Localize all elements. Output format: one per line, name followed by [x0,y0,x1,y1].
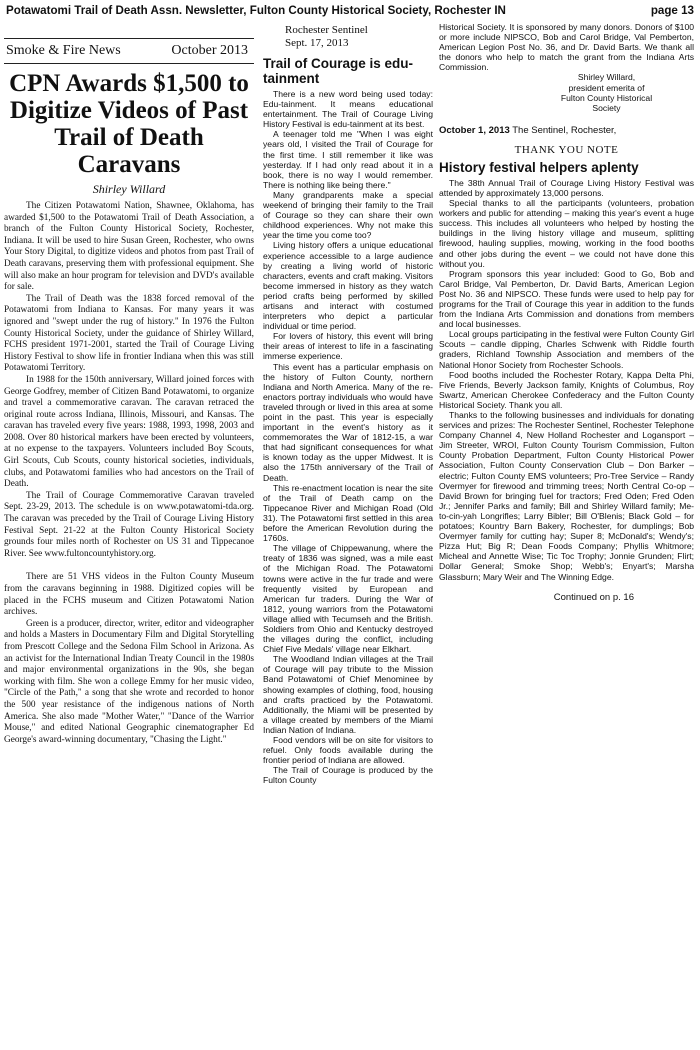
page-number: page 13 [650,4,694,17]
paragraph: Historical Society. It is sponsored by many donors. Donors of $100 or more include NIPSCO, Bob and Carol Bridge, Val Pemberton, American Legion Post No. 36, and Dr. David Barts. We thank all the donors who help to match the grant from the Indiana Arts Commission. [439,22,694,73]
paragraph: Thanks to the following businesses and individuals for donating services and prizes: The Rochester Sentinel, Rochester Telephone Company Channel 4, New Holland Rochester and Logansport – Jim Streeter, WROI, Fulton County Tourism Commission, Fulton County Probation Department, Fulton County Historical Power Association, Fulton County Conservation Club – Don Barker – electric; Fulton County EMS volunteers; Pro-Tree Service – Randy Overmyer for firewood and trimming trees; North Central Co-op – David Brown for bringing fuel for tractors; Fred Oden; Fred Oden Jr.; Jennifer Parks and family; Bill and Shirley Willard family; Me-to-cin-yah Longrifles; Larry Bibler; Bill O'Blenis; Black Gold – for potatoes; Kountry Barn Bakery, Rochester, for dumplings; Bob Overmyer family for cutting hay; Super 8; McDonald's; Wendy's; Pizza Hut; Big R; Dean Foods Company; Phyllis Whitmore; Micheal and Annette Wise; Tic Toc Trophy; Jonnie Grunden; Flirt; Dollar General; Smoke Shop; Webb's; Enyart's; Marsha Glassburn; Mary Weir and The Winning Edge. [439,410,694,582]
signature-line: president emerita of [568,82,645,93]
continued-notice: Continued on p. 16 [553,591,634,603]
article-continuation [439,22,694,72]
headline: Trail of Courage is edu-tainment [263,56,414,86]
masthead-publication: Smoke & Fire News [6,43,121,58]
signature-line: Society [592,102,621,113]
page-header [0,0,700,22]
paragraph: A teenager told me "When I was eight years old, I visited the Trail of Courage for the first time. I still remember it like was yesterday. If I had only read about it in a book, there is no way I would remember. There is nothing like being there." [263,129,433,190]
dateline-source: Rochester Sentinel [285,24,368,36]
newsletter-title: Potawatomi Trail of Death Assn. Newsletter, Fulton County Historical Society, Rochester IN [6,4,506,17]
clipping-line [439,125,694,136]
paragraph: Program sponsors this year included: Good to Go, Bob and Carol Bridge, Val Pemberton, Dr. David Barts, American Legion Post No. 36 and NIPSCO. These funds were used to help pay for programs for the Trail of Courage this year in addition to the funds from the Indiana Arts Commission and donations from members and local businesses. [439,268,694,330]
byline: Shirley Willard [92,182,166,196]
article-cpn-awards [4,22,254,1046]
masthead-date: October 2013 [171,43,248,58]
paragraph: The Trail of Courage is produced by the Fulton County [263,765,433,786]
signature-line: Fulton County Historical [560,92,653,103]
dateline-date: Sept. 17, 2013 [285,37,349,49]
paragraph: The Woodland Indian villages at the Trail of Courage will pay tribute to the Mission Band Potawatomi of Chief Menominee by showing examples of clothing, food, housing and crafts practiced by the Potawatomi. Additionally, the Miami will be presented by a village created by members of the Miami Indian Nation of Indiana. [263,654,433,735]
clipping-date: October 1, 2013 [439,124,510,136]
headline: History festival helpers aplenty [439,159,639,175]
paragraph: The Citizen Potawatomi Nation, Shawnee, Oklahoma, has awarded $1,500 to the Potawatomi Trail of Death Association, a branch of the Fulton County Historical Society, Rochester, Indiana. It will be used to hire Susan Green, Rochester, who owns Your Story Digital, to digitize videos and photos from past Trail of Death caravans, preserving them with professional equipment. She will also make an hour program for television and DVD's available for sale. [4,201,254,293]
paragraph: This event has a particular emphasis on the history of Fulton County, northern Indiana and North America. Many of the re-enactors portray individuals who would have traveled through or lived in this area at some point in the past. This year is especially important in the event's history as it commemorates the War of 1812-15, a war that had significant consequences for what is known today as the upper Midwest. It is also the 175th anniversary of the Trail of Death. [263,361,433,483]
paragraph: There are 51 VHS videos in the Fulton County Museum from the caravans beginning in 1988. Digitized copies will be placed in the FCHS museum and Citizen Potawatomi Nation archives. [4,572,254,618]
article-body [263,89,433,785]
article-edu-tainment [263,22,433,1046]
paragraph: Food booths included the Rochester Rotary, Kappa Delta Phi, Five Friends, Beverly Jackson family, Knights of Columbus, Roy Swartz, American Cherokee Confederacy and the Fulton County Historical Society. Thank you all. [439,369,694,410]
paragraph: There is a new word being used today: Edu-tainment. It means educational entertainment. The Trail of Courage Living History Festival is edu-tainment at its best. [263,89,433,130]
article-thank-you [439,22,694,1046]
headline: CPN Awards $1,500 to Digitize Videos of Past Trail of Death Caravans [9,70,249,178]
paragraph: Special thanks to all the participants (volunteers, probation workers and public for attending – making this year's event a huge success. This includes all volunteers who helped by hosting the buildings in the living history village and museum, splitting firewood, hauling supplies, mowing, working in the food booths and other jobs during the event – we could not have done this without you. [439,198,694,269]
paragraph: This re-enactment location is near the site of the Trail of Death camp on the Tippecanoe River and Michigan Road (Old 31). The Potawatomi first settled in this area before the American Revolution during the 1760s. [263,482,433,544]
paragraph: The Trail of Courage Commemorative Caravan traveled Sept. 23-29, 2013. The schedule is on www.potawatomi-tda.org. The caravan was preceded by the Trail of Courage Living History Festival Sept. 21-22 at the Fulton County Historical Society grounds four miles north of Rochester on US 31 and Tippecanoe River. See www.fultoncountyhistory.org. [4,490,254,559]
paragraph: Green is a producer, director, writer, editor and videographer and holds a Masters in Documentary Film and Digital Storytelling from Prescott College and the Sedona Film School in Arizona. As an activist for the International Indian Treaty Council in the 1980s and major environmental organizations in the 90s, she began working with film. She won a college Emmy for her music video, "Circle of the Path," a song that she wrote and recorded to honor the 500 year resistance of the indigenous nations of North America. She also made "Mother Water," "Dance of the Warrior Mouse," and edited National Geographic cinematographer Ed George's award-winning documentary, "Chasing the Light." [4,618,254,745]
paragraph: In 1988 for the 150th anniversary, Willard joined forces with George Godfrey, member of Citizen Band Potawatomi, to organize and travel a commemorative caravan. The caravan retraced the original route across Indiana, Illinois, Missouri, and Kansas. The caravan has traveled every five years: 1988, 1993, 1998, 2003 and 2008. Over 80 historical markers have been erected by volunteers, at no expense to the taxpayers. Volunteers included Boy Scouts, Girl Scouts, Cub Scouts, county historical societies, individuals, clubs, and Potawatomi families who had ancestors on the Trail of Death. [4,374,254,490]
paragraph: Food vendors will be on site for visitors to refuel. Only foods available during the frontier period of Indiana are allowed. [263,735,433,766]
paragraph: The Trail of Death was the 1838 forced removal of the Potawatomi from Indiana to Kansas. For many years it was ignored and "swept under the rug of history." In 1976 the Fulton County Historical Society, under the guidance of Shirley Willard, FCHS president 1971-2001, started the Trail of Courage Living History Festival to show life in frontier Indiana when this was still Potawatomi Territory. [4,293,254,374]
signature-line: Shirley Willard, [577,72,636,83]
dateline [285,24,433,50]
paragraph: The village of Chippewanung, where the treaty of 1836 was signed, was a mile east of the Michigan Road. The Potawatomi towns were active in the fur trade and were frequently visited by European and American fur traders. During the War of 1812, young warriors from the Potawatomi village allied with Tecumseh and the British. Soldiers from Ohio and Kentucky destroyed the villages during the conflict, including Chief Five Medals' village near Elkhart. [263,543,433,655]
paragraph: The 38th Annual Trail of Courage Living History Festival was attended by approximately 13,000 persons. [439,177,694,198]
clipping-source: The Sentinel, Rochester, [512,124,617,136]
article-body [439,178,694,582]
paragraph: Many grandparents make a special weekend of bringing their family to the Trail of Courage so they can share their own childhood experiences. Why not make this year the time you come too? [263,189,433,241]
paragraph: Living history offers a unique educational experience accessible to a large audience by creating a living world of historic characters, events and craft making. Visitors become immersed in history as they watch period crafts being performed by skilled artisans and interact with costumed interpreters who depict a particular individual or time period. [263,240,433,332]
article-body [4,201,254,746]
section-label: THANK YOU NOTE [514,143,619,156]
paragraph: Local groups participating in the festival were Fulton County Girl Scouts – candle dipping, Charles Schwenk with Riddle fourth graders, Richland Township Association and members of the National Honor Society from Rochester Schools. [439,329,694,370]
signature [519,72,694,112]
paragraph: For lovers of history, this event will bring their areas of interest to life in a fascinating immerse experience. [263,331,433,362]
masthead [4,38,254,64]
